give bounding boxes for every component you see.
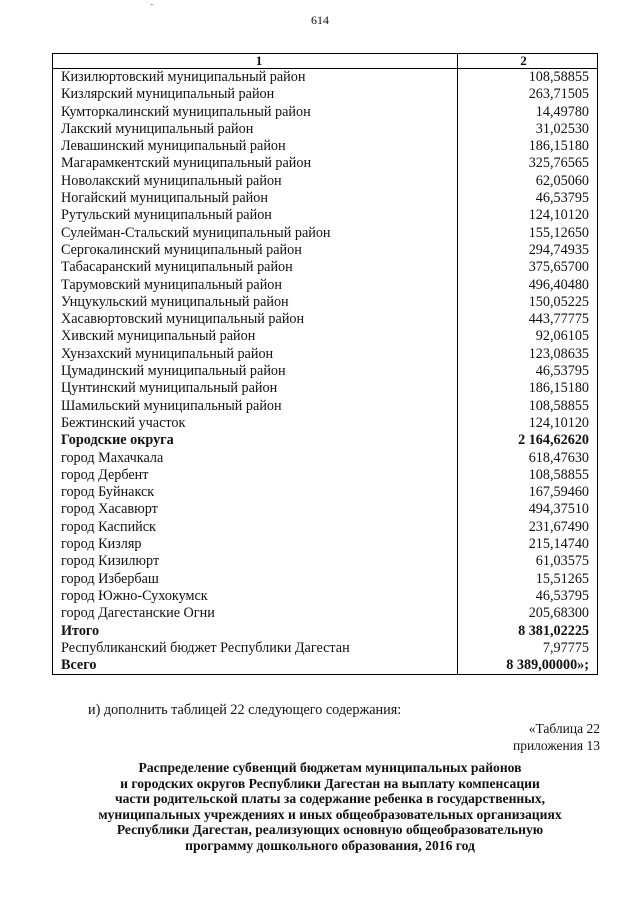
row-value: 294,74935 [458,242,598,259]
row-value: 46,53795 [458,588,598,605]
row-name: Ногайский муниципальный район [53,190,458,207]
subsidy-table [52,53,598,675]
table-row [53,225,598,242]
table-row [53,311,598,328]
row-name: Лакский муниципальный район [53,121,458,138]
row-name: Унцукульский муниципальный район [53,294,458,311]
row-name: Рутульский муниципальный район [53,207,458,224]
table-row [53,242,598,259]
table-row [53,415,598,432]
table-row [53,277,598,294]
row-value: 618,47630 [458,450,598,467]
row-value: 92,06105 [458,328,598,345]
row-name: город Избербаш [53,571,458,588]
table-reference-line-1: «Таблица 22 [528,721,600,736]
row-value: 15,51265 [458,571,598,588]
row-name: город Кизляр [53,536,458,553]
row-value: 2 164,62620 [458,432,598,449]
row-name: Кизилюртовский муниципальный район [53,69,458,87]
title-line: Республики Дагестан, реализующих основную общеобразовательную [116,822,544,838]
row-name: город Южно-Сухокумск [53,588,458,605]
table-row [53,121,598,138]
table-row [53,484,598,501]
table-row [53,657,598,675]
row-value: 186,15180 [458,380,598,397]
table-row [53,450,598,467]
document-title [60,760,600,854]
row-name: Левашинский муниципальный район [53,138,458,155]
table-row [53,207,598,224]
table-row [53,363,598,380]
row-name: Сергокалинский муниципальный район [53,242,458,259]
table-row [53,588,598,605]
row-value: 494,37510 [458,501,598,518]
row-value: 8 381,02225 [458,623,598,640]
row-value: 167,59460 [458,484,598,501]
row-name: Бежтинский участок [53,415,458,432]
row-name: Городские округа [53,432,458,449]
row-name: город Буйнакск [53,484,458,501]
row-name: Цумадинский муниципальный район [53,363,458,380]
table-row [53,328,598,345]
row-name: Республиканский бюджет Республики Дагестан [53,640,458,657]
table-row [53,605,598,622]
row-value: 155,12650 [458,225,598,242]
row-name: Табасаранский муниципальный район [53,259,458,276]
row-name: город Махачкала [53,450,458,467]
row-name: город Кизилюрт [53,553,458,570]
table-reference [513,720,600,754]
column-1-header: 1 [53,54,458,69]
row-value: 186,15180 [458,138,598,155]
scan-mark: ˜ [150,3,154,14]
row-name: Сулейман-Стальский муниципальный район [53,225,458,242]
table-row [53,398,598,415]
row-name: город Дербент [53,467,458,484]
table-row [53,69,598,87]
row-name: Магарамкентский муниципальный район [53,155,458,172]
row-value: 108,58855 [458,69,598,87]
row-name: Хасавюртовский муниципальный район [53,311,458,328]
row-name: Шамильский муниципальный район [53,398,458,415]
row-value: 14,49780 [458,104,598,121]
row-value: 123,08635 [458,346,598,363]
row-value: 8 389,00000»; [458,657,598,675]
row-name: Цунтинский муниципальный район [53,380,458,397]
table-row [53,623,598,640]
title-line: программу дошкольного образования, 2016 год [185,837,475,853]
row-name: Кизлярский муниципальный район [53,86,458,103]
table-row [53,519,598,536]
table-row [53,86,598,103]
table-row [53,173,598,190]
title-line: и городских округов Республики Дагестан на выплату компенсации [120,775,540,791]
row-name: город Каспийск [53,519,458,536]
table-row [53,104,598,121]
row-value: 150,05225 [458,294,598,311]
table-row [53,259,598,276]
row-value: 7,97775 [458,640,598,657]
row-value: 231,67490 [458,519,598,536]
row-value: 215,14740 [458,536,598,553]
table-row [53,553,598,570]
row-value: 375,65700 [458,259,598,276]
row-value: 263,71505 [458,86,598,103]
table-row [53,294,598,311]
row-value: 108,58855 [458,398,598,415]
row-name: Всего [53,657,458,675]
row-value: 31,02530 [458,121,598,138]
row-name: Тарумовский муниципальный район [53,277,458,294]
title-line: Распределение субвенций бюджетам муниципальных районов [138,760,522,775]
table-row [53,640,598,657]
row-value: 46,53795 [458,190,598,207]
title-line: части родительской платы за содержание ребенка в государственных, [114,791,546,807]
page-number: 614 [311,13,329,27]
table-row [53,138,598,155]
table-row [53,501,598,518]
row-name: Кумторкалинский муниципальный район [53,104,458,121]
table-row [53,155,598,172]
row-name: город Хасавюрт [53,501,458,518]
row-name: Новолакский муниципальный район [53,173,458,190]
row-value: 46,53795 [458,363,598,380]
row-name: Хивский муниципальный район [53,328,458,345]
intro-text: и) дополнить таблицей 22 следующего содержания: [88,702,402,718]
row-value: 443,77775 [458,311,598,328]
row-value: 61,03575 [458,553,598,570]
row-name: Хунзахский муниципальный район [53,346,458,363]
row-value: 108,58855 [458,467,598,484]
row-value: 325,76565 [458,155,598,172]
title-line: муниципальных учреждениях и иных общеобразовательных организациях [98,806,562,822]
table-row [53,571,598,588]
row-value: 496,40480 [458,277,598,294]
table-row [53,190,598,207]
table-header-row [53,54,598,69]
table-row [53,432,598,449]
table-reference-line-2: приложения 13 [512,738,600,753]
row-name: город Дагестанские Огни [53,605,458,622]
row-value: 124,10120 [458,207,598,224]
row-name: Итого [53,623,458,640]
table-row [53,346,598,363]
table-row [53,536,598,553]
row-value: 205,68300 [458,605,598,622]
row-value: 124,10120 [458,415,598,432]
table-row [53,467,598,484]
row-value: 62,05060 [458,173,598,190]
table-row [53,380,598,397]
column-2-header: 2 [458,54,598,69]
